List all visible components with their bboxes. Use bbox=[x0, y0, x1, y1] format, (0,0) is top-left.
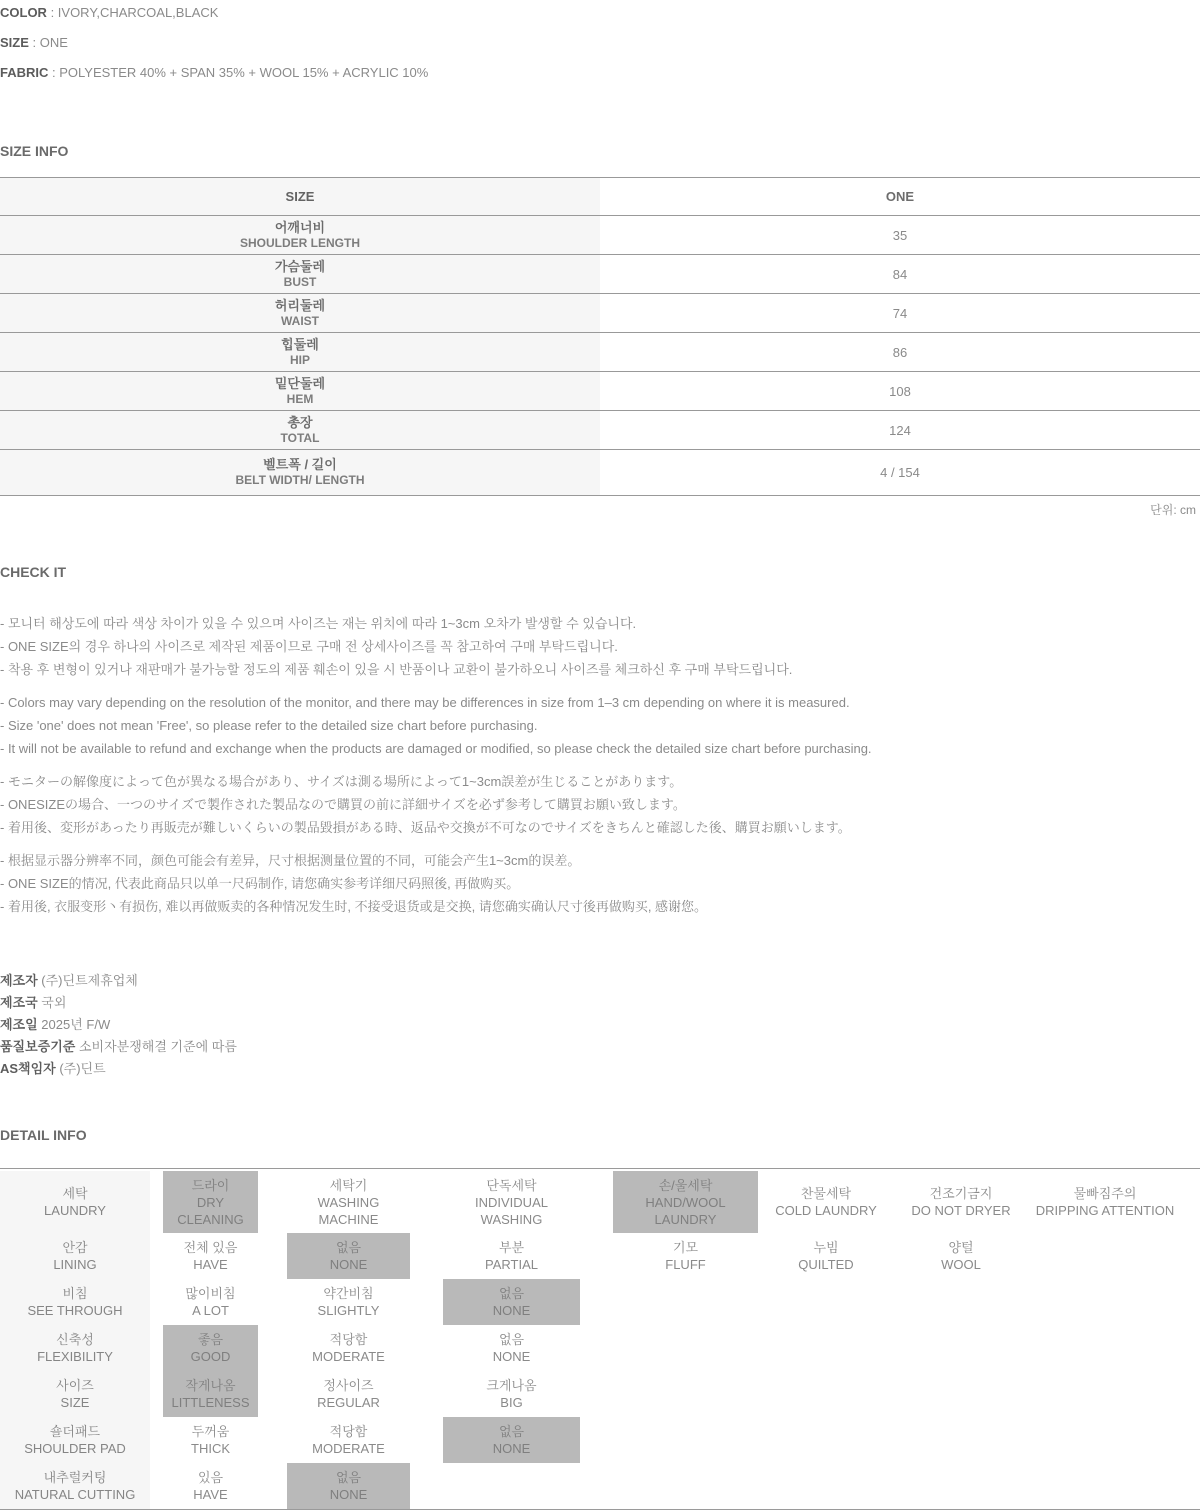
detail-cell-kr: 없음 bbox=[498, 1332, 525, 1347]
detail-cell bbox=[443, 1325, 580, 1371]
notice-line: - 根据显示器分辨率不同，颜色可能会有差异，尺寸根据测量位置的不同，可能会产生1~3cm的误差。 bbox=[0, 853, 581, 868]
measure-name-en: HIP bbox=[289, 352, 310, 367]
detail-info-heading: DETAIL INFO bbox=[0, 1127, 87, 1143]
size-table-measure-cell bbox=[0, 333, 600, 371]
notice-line: - 着用後, 衣服变形丶有损伤, 难以再做贩卖的各种情况发生时, 不接受退货或是交换, 请您确实确认尺寸後再做购买, 感谢您。 bbox=[0, 899, 708, 914]
size-table-body bbox=[0, 215, 1200, 495]
detail-cell bbox=[287, 1279, 410, 1325]
detail-cell bbox=[163, 1233, 258, 1279]
detail-cell-text bbox=[287, 1423, 410, 1457]
product-info-line: SIZE : ONE bbox=[0, 35, 68, 50]
detail-cell-en: MODERATE bbox=[312, 1349, 385, 1364]
measure-name-kr: 허리둘레 bbox=[274, 297, 326, 313]
detail-cell-kr: 손/울세탁 bbox=[658, 1177, 713, 1193]
measure-name-kr: 가슴둘레 bbox=[274, 258, 326, 274]
detail-label-kr: 비침 bbox=[62, 1286, 88, 1301]
size-table-row bbox=[0, 410, 1200, 449]
notice-line: - Colors may vary depending on the resolution of the monitor, and there may be differences in size from 1–3 cm depending on where it is measured. bbox=[0, 695, 850, 710]
detail-row-label bbox=[0, 1279, 150, 1325]
measure-value: 74 bbox=[892, 305, 908, 321]
notice-block bbox=[0, 849, 1200, 918]
notice-line: - ONE SIZE의 경우 하나의 사이즈로 제작된 제품이므로 구매 전 상세사이즈를 꼭 참고하여 구매 부탁드립니다. bbox=[0, 639, 618, 654]
check-it-heading: CHECK IT bbox=[0, 564, 67, 580]
size-table-measure-cell bbox=[0, 255, 600, 293]
detail-cell-kr: 정사이즈 bbox=[323, 1378, 374, 1393]
manufacturer-label: 제조국 bbox=[0, 995, 38, 1010]
detail-row bbox=[0, 1417, 1200, 1463]
notice-line: - ONE SIZE的情况, 代表此商品只以单一尺码制作, 请您确实参考详细尺码照後, 再做购买。 bbox=[0, 876, 520, 891]
detail-cell bbox=[1020, 1171, 1190, 1233]
unit-note: 단위: cm bbox=[1150, 503, 1196, 517]
detail-row-label bbox=[0, 1371, 150, 1417]
detail-cell-en: BIG bbox=[500, 1395, 523, 1410]
detail-cell-en: FLUFF bbox=[665, 1257, 706, 1272]
detail-cell-kr: 많이비침 bbox=[185, 1286, 236, 1301]
manufacturer-line: 제조일 2025년 F/W bbox=[0, 1017, 111, 1032]
detail-cell-en: PARTIAL bbox=[485, 1257, 538, 1272]
measure-value: 86 bbox=[892, 344, 908, 360]
detail-cell-kr: 없음 bbox=[335, 1470, 362, 1485]
detail-cell-kr: 작게나옴 bbox=[185, 1378, 236, 1393]
check-it-notices bbox=[0, 612, 1200, 918]
detail-cell-en: DO NOT DRYER bbox=[911, 1203, 1011, 1218]
detail-cell-en: HAVE bbox=[193, 1257, 228, 1272]
measure-value: 84 bbox=[892, 266, 908, 282]
measure-name-kr: 밑단둘레 bbox=[274, 375, 326, 391]
measure-name-kr: 힙둘레 bbox=[281, 336, 319, 352]
detail-cell bbox=[287, 1325, 410, 1371]
detail-cell-text bbox=[287, 1239, 410, 1273]
detail-row bbox=[0, 1171, 1200, 1233]
size-table-measure-cell bbox=[0, 294, 600, 332]
detail-cell-en: NONE bbox=[492, 1303, 531, 1318]
notice-block bbox=[0, 612, 1200, 681]
detail-cell-kr: 부분 bbox=[498, 1240, 525, 1255]
detail-cell-selected bbox=[163, 1325, 258, 1371]
detail-cell-kr: 드라이 bbox=[191, 1177, 230, 1193]
size-table-row bbox=[0, 332, 1200, 371]
detail-cell-en: DRY CLEANING bbox=[177, 1194, 244, 1227]
detail-cell-en: HAND/WOOL LAUNDRY bbox=[645, 1194, 726, 1227]
detail-cell-selected bbox=[443, 1417, 580, 1463]
detail-cell-en: REGULAR bbox=[317, 1395, 380, 1410]
detail-cell-kr: 크게나옴 bbox=[486, 1378, 537, 1393]
detail-cell-kr: 없음 bbox=[335, 1240, 362, 1255]
detail-cell-selected bbox=[287, 1463, 410, 1509]
detail-cell-selected bbox=[287, 1233, 410, 1279]
detail-cell-selected bbox=[163, 1171, 258, 1233]
detail-cell-selected bbox=[613, 1171, 758, 1233]
size-table-row bbox=[0, 371, 1200, 410]
measure-name-en: BUST bbox=[283, 274, 317, 289]
detail-cell-kr: 약간비침 bbox=[323, 1286, 374, 1301]
detail-label-kr: 숄더패드 bbox=[49, 1424, 101, 1439]
detail-cell-en: WASHING MACHINE bbox=[317, 1194, 380, 1227]
product-info-line: COLOR : IVORY,CHARCOAL,BLACK bbox=[0, 5, 219, 20]
product-info bbox=[0, 0, 1200, 80]
detail-label-en: LINING bbox=[53, 1257, 97, 1272]
measure-name-kr: 어깨너비 bbox=[274, 219, 326, 235]
detail-grid bbox=[0, 1168, 1200, 1510]
detail-cell bbox=[901, 1171, 1021, 1233]
detail-cell-en: NONE bbox=[492, 1349, 531, 1364]
size-table-measure-cell bbox=[0, 411, 600, 449]
detail-cell-text bbox=[169, 1423, 253, 1457]
detail-cell-kr: 두꺼움 bbox=[191, 1424, 230, 1439]
notice-line: - モニターの解像度によって色が異なる場合があり、サイズは測る場所によって1~3cm誤差が生じることがあります。 bbox=[0, 774, 683, 789]
detail-label-kr: 신축성 bbox=[56, 1332, 94, 1347]
detail-row bbox=[0, 1279, 1200, 1325]
detail-label-kr: 세탁 bbox=[62, 1186, 88, 1201]
detail-cell-text bbox=[287, 1177, 410, 1228]
detail-cell-en: A LOT bbox=[192, 1303, 229, 1318]
detail-cell-text bbox=[443, 1331, 580, 1365]
manufacturer-label: 제조일 bbox=[0, 1017, 38, 1032]
measure-name-en: WAIST bbox=[281, 313, 319, 328]
detail-row-label bbox=[0, 1233, 150, 1279]
size-info-heading: SIZE INFO bbox=[0, 143, 69, 159]
detail-row-label bbox=[0, 1417, 150, 1463]
detail-cell-text bbox=[766, 1239, 886, 1273]
size-table-header-size: SIZE bbox=[0, 178, 600, 215]
notice-block bbox=[0, 691, 1200, 760]
detail-cell-kr: 적당함 bbox=[329, 1424, 368, 1439]
measure-name-en: BELT WIDTH/ LENGTH bbox=[235, 473, 365, 487]
detail-cell-text bbox=[169, 1377, 253, 1411]
detail-cell-kr: 누빔 bbox=[813, 1240, 839, 1255]
manufacturer-label: 품질보증기준 bbox=[0, 1039, 76, 1054]
product-info-label: COLOR bbox=[0, 5, 47, 20]
detail-cell-en: INDIVIDUAL WASHING bbox=[475, 1194, 548, 1227]
detail-cell-en: WOOL bbox=[941, 1257, 981, 1272]
detail-cell-text bbox=[287, 1285, 410, 1319]
detail-cell bbox=[287, 1371, 410, 1417]
detail-cell-en: HAVE bbox=[193, 1487, 228, 1502]
detail-cell-text bbox=[1020, 1185, 1190, 1219]
detail-label-en: FLEXIBILITY bbox=[37, 1349, 113, 1364]
detail-cell bbox=[287, 1171, 410, 1233]
detail-cell bbox=[163, 1417, 258, 1463]
detail-cell-text bbox=[443, 1285, 580, 1319]
detail-cell-en: DRIPPING ATTENTION bbox=[1035, 1203, 1175, 1218]
detail-cell bbox=[901, 1233, 1021, 1279]
manufacturer-label: AS책임자 bbox=[0, 1061, 56, 1076]
detail-row bbox=[0, 1325, 1200, 1371]
size-table-measure-cell bbox=[0, 216, 600, 254]
detail-cell-kr: 좋음 bbox=[197, 1332, 224, 1347]
notice-line: - ONESIZEの場合、一つのサイズで製作された製品なので購買の前に詳細サイズを必ず参考して購買お願い致します。 bbox=[0, 797, 686, 812]
detail-cell-kr: 있음 bbox=[197, 1470, 224, 1485]
detail-cell-text bbox=[766, 1185, 886, 1219]
detail-cell-text bbox=[443, 1377, 580, 1411]
detail-cell bbox=[766, 1171, 886, 1233]
size-table-row bbox=[0, 449, 1200, 495]
notice-block bbox=[0, 770, 1200, 839]
detail-cell bbox=[443, 1233, 580, 1279]
measure-name-en: SHOULDER LENGTH bbox=[240, 235, 360, 250]
manufacturer-line: AS책임자 (주)딘트 bbox=[0, 1061, 106, 1076]
product-info-label: FABRIC bbox=[0, 65, 49, 80]
detail-cell-kr: 전체 있음 bbox=[183, 1240, 238, 1255]
measure-name-en: TOTAL bbox=[280, 430, 320, 445]
product-info-line: FABRIC : POLYESTER 40% + SPAN 35% + WOOL 15% + ACRYLIC 10% bbox=[0, 65, 429, 80]
measure-value: 35 bbox=[892, 227, 908, 243]
detail-label-kr: 안감 bbox=[62, 1240, 88, 1255]
detail-label-en: SHOULDER PAD bbox=[24, 1441, 126, 1456]
detail-cell-en: NONE bbox=[492, 1441, 531, 1456]
detail-row-label bbox=[0, 1171, 150, 1233]
detail-cell bbox=[766, 1233, 886, 1279]
detail-row bbox=[0, 1463, 1200, 1509]
detail-cell-en: MODERATE bbox=[312, 1441, 385, 1456]
measure-name-kr: 벨트폭 / 길이 bbox=[263, 457, 337, 472]
detail-cell bbox=[163, 1279, 258, 1325]
detail-cell-kr: 없음 bbox=[498, 1424, 525, 1439]
size-table-measure-cell bbox=[0, 450, 600, 495]
manufacturer-line: 품질보증기준 소비자분쟁해결 기준에 따름 bbox=[0, 1039, 237, 1054]
detail-cell bbox=[163, 1463, 258, 1509]
detail-cell-en: NONE bbox=[329, 1257, 368, 1272]
detail-cell-kr: 기모 bbox=[672, 1240, 699, 1255]
detail-cell-text bbox=[630, 1239, 742, 1273]
detail-cell-kr: 건조기금지 bbox=[929, 1186, 993, 1201]
detail-cell-selected bbox=[163, 1371, 258, 1417]
detail-cell-text bbox=[169, 1285, 253, 1319]
size-table bbox=[0, 177, 1200, 496]
size-table-measure-cell bbox=[0, 372, 600, 410]
detail-cell-kr: 없음 bbox=[498, 1286, 525, 1301]
detail-cell-text bbox=[169, 1177, 253, 1228]
measure-name-kr: 총장 bbox=[287, 414, 313, 430]
notice-line: - 모니터 해상도에 따라 색상 차이가 있을 수 있으며 사이즈는 재는 위치에 따라 1~3cm 오차가 발생할 수 있습니다. bbox=[0, 616, 637, 631]
detail-cell-text bbox=[443, 1177, 580, 1228]
measure-name-en: HEM bbox=[286, 391, 314, 406]
detail-cell-en: NONE bbox=[329, 1487, 368, 1502]
manufacturer-info bbox=[0, 970, 1200, 1080]
detail-cell-kr: 적당함 bbox=[329, 1332, 368, 1347]
size-table-header bbox=[0, 177, 1200, 215]
detail-cell-en: QUILTED bbox=[798, 1257, 854, 1272]
detail-cell-text bbox=[169, 1331, 253, 1365]
detail-row bbox=[0, 1233, 1200, 1279]
detail-cell-en: SLIGHTLY bbox=[317, 1303, 380, 1318]
detail-cell-text bbox=[169, 1469, 253, 1503]
detail-cell-en: THICK bbox=[191, 1441, 230, 1456]
measure-value: 124 bbox=[889, 422, 911, 438]
detail-row-label bbox=[0, 1325, 150, 1371]
detail-cell-en: GOOD bbox=[190, 1349, 231, 1364]
detail-label-en: SEE THROUGH bbox=[27, 1303, 123, 1318]
detail-cell-kr: 세탁기 bbox=[329, 1177, 368, 1193]
size-table-row bbox=[0, 254, 1200, 293]
detail-label-en: SIZE bbox=[60, 1395, 90, 1410]
notice-line: - It will not be available to refund and exchange when the products are damaged or modified, so please check the detailed size chart before purchasing. bbox=[0, 741, 872, 756]
size-table-header-one: ONE bbox=[885, 189, 915, 204]
product-info-label: SIZE bbox=[0, 35, 29, 50]
detail-cell-text bbox=[169, 1239, 253, 1273]
detail-cell-text bbox=[901, 1185, 1021, 1219]
detail-cell-text bbox=[287, 1377, 410, 1411]
detail-row bbox=[0, 1371, 1200, 1417]
size-table-row bbox=[0, 215, 1200, 254]
detail-cell-en: LITTLENESS bbox=[171, 1395, 250, 1410]
detail-cell bbox=[443, 1171, 580, 1233]
detail-cell-text bbox=[287, 1331, 410, 1365]
detail-cell-text bbox=[901, 1239, 1021, 1273]
detail-cell-text bbox=[287, 1469, 410, 1503]
detail-cell-text bbox=[443, 1239, 580, 1273]
detail-cell bbox=[287, 1417, 410, 1463]
detail-cell-en: COLD LAUNDRY bbox=[775, 1203, 877, 1218]
detail-row-label bbox=[0, 1463, 150, 1509]
detail-cell-text bbox=[443, 1423, 580, 1457]
detail-label-en: NATURAL CUTTING bbox=[14, 1487, 136, 1502]
detail-cell-selected bbox=[443, 1279, 580, 1325]
detail-cell-kr: 양털 bbox=[948, 1240, 974, 1255]
measure-value: 4 / 154 bbox=[880, 465, 920, 480]
notice-line: - Size 'one' does not mean 'Free', so please refer to the detailed size chart before purchasing. bbox=[0, 718, 538, 733]
detail-cell bbox=[613, 1233, 758, 1279]
detail-cell-kr: 찬물세탁 bbox=[800, 1186, 852, 1201]
measure-value: 108 bbox=[889, 383, 911, 399]
detail-label-kr: 내추럴커팅 bbox=[43, 1470, 107, 1485]
detail-cell bbox=[443, 1371, 580, 1417]
notice-line: - 착용 후 변형이 있거나 재판매가 불가능할 정도의 제품 훼손이 있을 시 반품이나 교환이 불가하오니 사이즈를 체크하신 후 구매 부탁드립니다. bbox=[0, 662, 793, 677]
manufacturer-line: 제조국 국외 bbox=[0, 995, 67, 1010]
detail-label-kr: 사이즈 bbox=[56, 1378, 94, 1393]
notice-line: - 着用後、変形があったり再販売が難しいくらいの製品毀損がある時、返品や交換が不可なのでサイズをきちんと確認した後、購買お願いします。 bbox=[0, 820, 851, 835]
manufacturer-line: 제조자 (주)딘트제휴업체 bbox=[0, 973, 138, 988]
detail-cell-kr: 물빠짐주의 bbox=[1073, 1186, 1137, 1201]
detail-cell-text bbox=[630, 1177, 742, 1228]
detail-label-en: LAUNDRY bbox=[44, 1203, 106, 1218]
detail-cell-kr: 단독세탁 bbox=[486, 1177, 537, 1193]
manufacturer-label: 제조자 bbox=[0, 973, 38, 988]
size-table-row bbox=[0, 293, 1200, 332]
